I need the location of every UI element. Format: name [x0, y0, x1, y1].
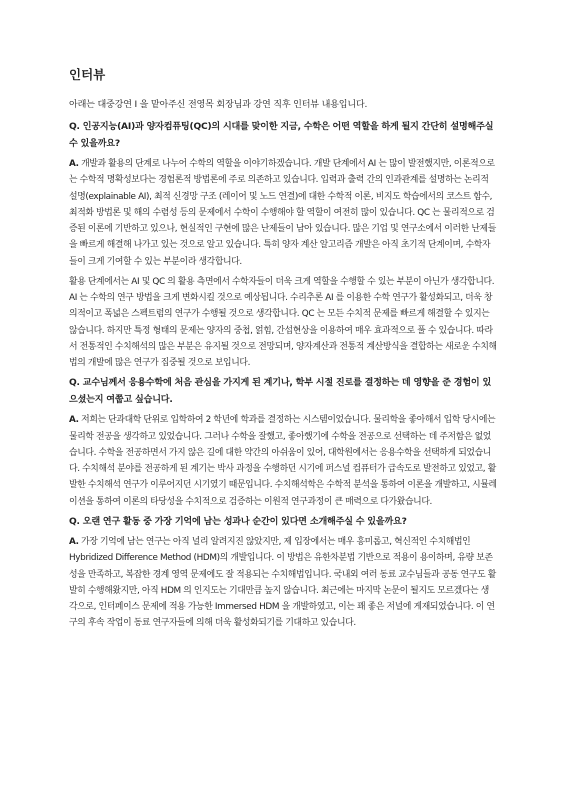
question-1: Q. 인공지능(AI)과 양자컴퓨팅(QC)의 시대를 맞이한 지금, 수학은 어떤 역할을 하게 될지 간단히 설명해주실 수 있을까요? [69, 122, 494, 149]
page-title: 인터뷰 [69, 67, 106, 82]
answer-text: 저희는 단과대학 단위로 입학하여 2 학년에 학과를 결정하는 시스템이었습니다. 물리학을 좋아해서 입학 당시에는 물리학 전공을 생각하고 있었습니다. 그러나 수학을 잘했고, 좋아했기에 수학을 전공으로 선택하는 데 주저함은 없었습니다. 수학을 전공하면서 가지 않은 길에 대한 약간의 아쉬움이 있어, 대학원에서는 응용수학을 선택하게 되었습니다. 수치해석 분야를 전공하게 된 계기는 박사 과정을 수행하던 시기에 퍼스널 컴퓨터가 급속도로 발전하고 있었고, 활발한 수치해석 연구가 이루어지던 시기였기 때문입니다. 수치해석학은 수학적 분석을 통하여 이론을 개발하고, 시뮬레이션을 통하여 이론의 타당성을 수치적으로 검증하는 이원적 연구과정이 큰 매력으로 다가왔습니다. [69, 415, 497, 507]
answer-1-paragraph-1 [69, 156, 497, 270]
intro-text: 아래는 대중강연 I 을 맡아주신 전영목 회장님과 강연 직후 인터뷰 내용입니다. [69, 100, 368, 110]
answer-1-paragraph-2: 활용 단계에서는 AI 및 QC 의 활용 측면에서 수학자들이 더욱 크게 역할을 수행할 수 있는 부분이 아닌가 생각합니다. AI 는 수학의 연구 방법을 크게 변화시킬 것으로 예상됩니다. 수리추론 AI 를 이용한 수학 연구가 활성화되고, 더욱 창의적이고 폭넓은 스펙트럼의 연구가 수행될 것으로 생각합니다. QC 는 모든 수치적 문제를 빠르게 해결할 수 있지는 않습니다. 하지만 특정 형태의 문제는 양자의 중첩, 얽힘, 간섭현상을 이용하여 매우 효과적으로 풀 수 있습니다. 따라서 전통적인 수치해석의 많은 부분은 유지될 것으로 전망되며, 양자계산과 전통적 계산방식을 결합하는 새로운 수치해법의 개발에 많은 연구가 집중될 것으로 보입니다. [69, 276, 497, 369]
question-2: Q. 교수님께서 응용수학에 처음 관심을 가지게 된 계기나, 학부 시절 진로를 결정하는 데 영향을 준 경험이 있으셨는지 여쭙고 싶습니다. [69, 378, 492, 405]
answer-label: A. [69, 159, 79, 170]
answer-text: 개발과 활용의 단계로 나누어 수학의 역할을 이야기하겠습니다. 개발 단계에서 AI 는 많이 발전했지만, 이론적으로는 수학적 명확성보다는 경험론적 방법론에 주로 의존하고 있습니다. 입력과 출력 간의 인과관계를 설명하는 논리적 설명(explainable AI), 최적 신경망 구조 (레이어 및 노드 연결)에 대한 수학적 이론, 비지도 학습에서의 코스트 함수, 최적화 방법론 및 해의 수렴성 등의 문제에서 수학이 수행해야 할 역할이 여전히 많이 있습니다. QC 는 물리적으로 검증된 이론에 기반하고 있으나, 현실적인 구현에 많은 난제들이 남아 있습니다. 많은 기업 및 연구소에서 이러한 난제들을 빠르게 해결해 나가고 있는 것으로 알고 있습니다. 특히 양자 계산 알고리즘 개발은 아직 초기적 단계이며, 수학자들이 크게 기여할 수 있는 부분이라 생각합니다. [69, 159, 496, 267]
question-3: Q. 오랜 연구 활동 중 가장 기억에 남는 성과나 순간이 있다면 소개해주실 수 있을까요? [69, 516, 407, 527]
answer-label: A. [69, 415, 79, 426]
answer-label: A. [69, 537, 79, 548]
answer-3-paragraph-1 [69, 534, 497, 632]
answer-2-paragraph-1 [69, 412, 497, 510]
answer-text: 가장 기억에 남는 연구는 아직 널리 알려지진 않았지만, 제 입장에서는 매우 흥미롭고, 혁신적인 수치해법인 Hybridized Difference Method (HDM)의 개발입니다. 이 방법은 유한차분법 기반으로 적용이 용이하며, 유량 보존성을 만족하고, 복잡한 경계 영역 문제에도 잘 적용되는 수치해법입니다. 국내외 여러 동료 교수님들과 공동 연구도 활발히 수행해왔지만, 아직 HDM 의 인지도는 기대만큼 높지 않습니다. 최근에는 마지막 논문이 될지도 모르겠다는 생각으로, 인터페이스 문제에 적용 가능한 Immersed HDM 을 개발하였고, 이는 꽤 좋은 저널에 게재되었습니다. 이 연구의 후속 작업이 동료 연구자들에 의해 더욱 활성화되기를 기대하고 있습니다. [69, 537, 496, 629]
